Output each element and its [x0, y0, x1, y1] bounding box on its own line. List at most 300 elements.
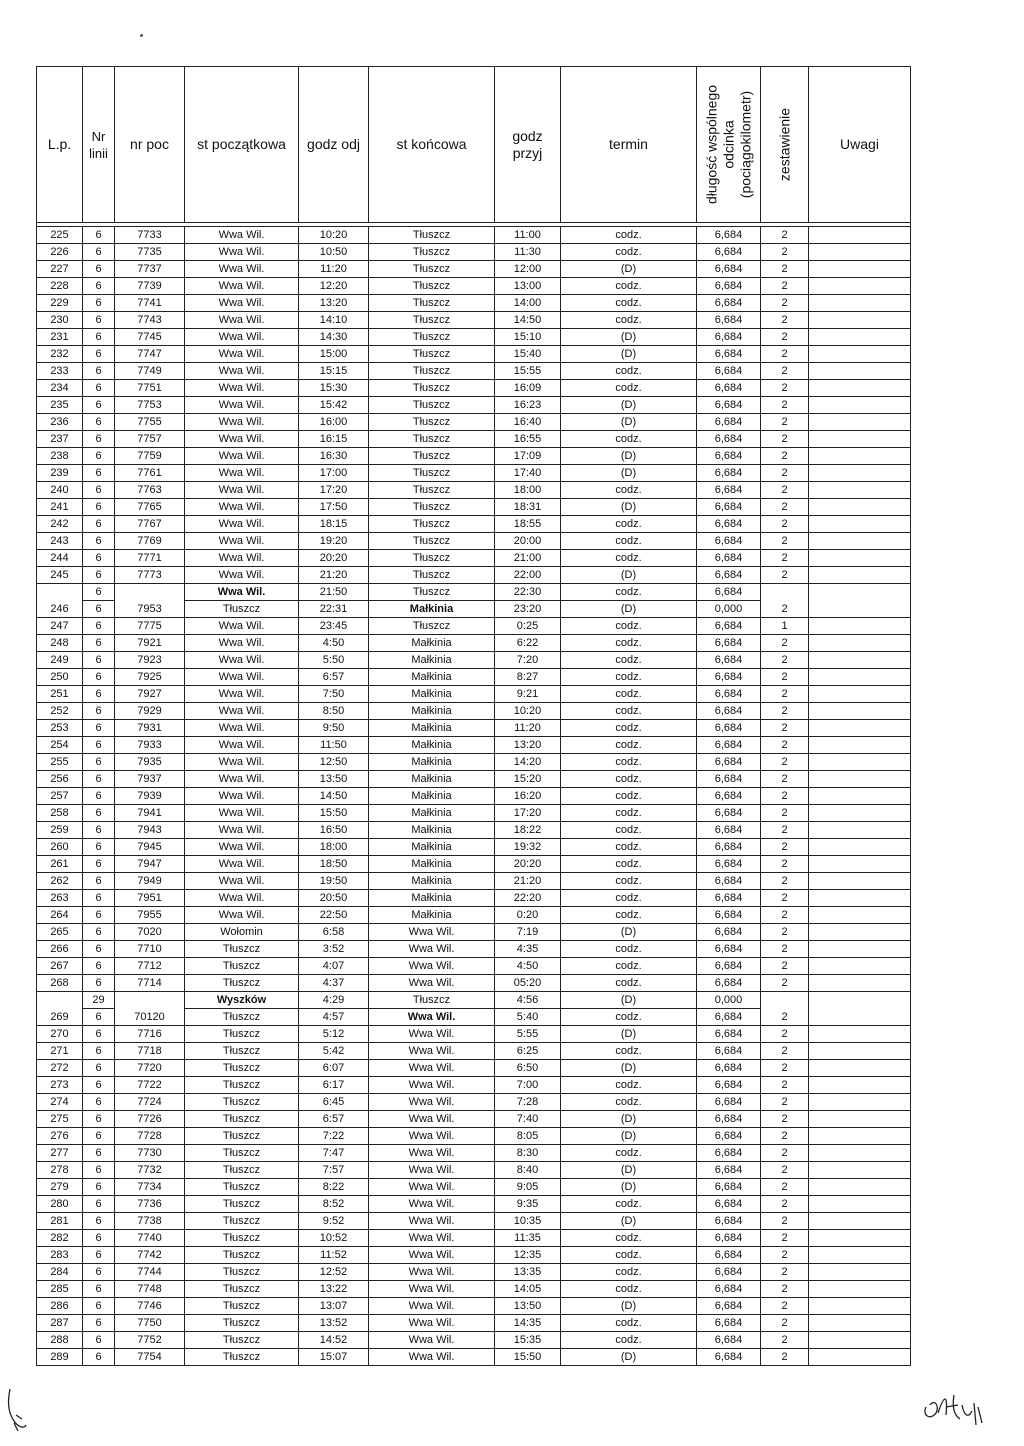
- cell-st-poczatkowa: Wwa Wil.: [185, 754, 299, 771]
- cell-st-koncowa: Wwa Wil.: [369, 1128, 495, 1145]
- cell-nr-poc: 7941: [115, 805, 185, 822]
- cell-lp: 249: [37, 652, 83, 669]
- cell-nr-poc: 7939: [115, 788, 185, 805]
- cell-nr-linii: 6: [83, 227, 115, 244]
- cell-zestawienie: 2: [761, 873, 809, 890]
- cell-nr-poc: 7734: [115, 1179, 185, 1196]
- cell-godz-odj: 6:57: [299, 1111, 369, 1128]
- cell-uwagi: [809, 227, 911, 244]
- cell-nr-poc: 7753: [115, 397, 185, 414]
- cell-st-koncowa: Małkinia: [369, 822, 495, 839]
- cell-uwagi: [809, 499, 911, 516]
- cell-uwagi: [809, 652, 911, 669]
- cell-st-poczatkowa: Wwa Wil.: [185, 907, 299, 924]
- cell-st-koncowa: Tłuszcz: [369, 261, 495, 278]
- cell-lp: 255: [37, 754, 83, 771]
- cell-st-poczatkowa: Tłuszcz: [185, 1128, 299, 1145]
- cell-lp: 231: [37, 329, 83, 346]
- cell-nr-linii: 6: [83, 618, 115, 635]
- cell-godz-przyj: 16:23: [495, 397, 561, 414]
- cell-st-koncowa: Tłuszcz: [369, 516, 495, 533]
- cell-dlugosc: 6,684: [697, 669, 761, 686]
- cell-termin: (D): [561, 992, 697, 1009]
- cell-dlugosc: 6,684: [697, 1230, 761, 1247]
- table-row: [37, 924, 911, 941]
- cell-godz-przyj: 20:20: [495, 856, 561, 873]
- cell-termin: codz.: [561, 1315, 697, 1332]
- cell-godz-odj: 8:50: [299, 703, 369, 720]
- table-row: [37, 1111, 911, 1128]
- cell-nr-poc: 7761: [115, 465, 185, 482]
- cell-godz-przyj: 18:31: [495, 499, 561, 516]
- cell-uwagi: [809, 1077, 911, 1094]
- cell-termin: codz.: [561, 244, 697, 261]
- cell-godz-odj: 7:22: [299, 1128, 369, 1145]
- cell-lp: 252: [37, 703, 83, 720]
- table-row: [37, 975, 911, 992]
- cell-nr-linii: 6: [83, 1230, 115, 1247]
- cell-zestawienie: 2: [761, 788, 809, 805]
- cell-st-poczatkowa: Wwa Wil.: [185, 312, 299, 329]
- cell-st-poczatkowa: Wwa Wil.: [185, 567, 299, 584]
- cell-godz-przyj: 13:50: [495, 1298, 561, 1315]
- cell-lp: 256: [37, 771, 83, 788]
- cell-st-koncowa: Tłuszcz: [369, 533, 495, 550]
- cell-st-poczatkowa: Tłuszcz: [185, 1281, 299, 1298]
- cell-st-poczatkowa: Wwa Wil.: [185, 533, 299, 550]
- cell-dlugosc: 6,684: [697, 975, 761, 992]
- cell-godz-przyj: 18:22: [495, 822, 561, 839]
- cell-uwagi: [809, 312, 911, 329]
- cell-st-poczatkowa: Wwa Wil.: [185, 448, 299, 465]
- cell-godz-przyj: 18:55: [495, 516, 561, 533]
- cell-termin: codz.: [561, 431, 697, 448]
- cell-termin: codz.: [561, 1264, 697, 1281]
- cell-nr-linii: 6: [83, 924, 115, 941]
- cell-nr-poc: 7730: [115, 1145, 185, 1162]
- cell-st-poczatkowa: Wwa Wil.: [185, 584, 299, 601]
- cell-dlugosc: 0,000: [697, 601, 761, 618]
- cell-zestawienie: 2: [761, 584, 809, 618]
- cell-st-poczatkowa: Wwa Wil.: [185, 856, 299, 873]
- cell-st-koncowa: Tłuszcz: [369, 550, 495, 567]
- cell-zestawienie: 2: [761, 771, 809, 788]
- table-row: [37, 295, 911, 312]
- cell-godz-odj: 9:50: [299, 720, 369, 737]
- cell-nr-poc: 7743: [115, 312, 185, 329]
- cell-dlugosc: 6,684: [697, 465, 761, 482]
- cell-dlugosc: 6,684: [697, 1094, 761, 1111]
- cell-st-poczatkowa: Tłuszcz: [185, 1094, 299, 1111]
- cell-termin: (D): [561, 601, 697, 618]
- cell-lp: 262: [37, 873, 83, 890]
- cell-st-poczatkowa: Wwa Wil.: [185, 839, 299, 856]
- cell-st-poczatkowa: Wwa Wil.: [185, 873, 299, 890]
- header-dlugosc-text: długość wspólnego odcinka (pociągokilometr): [703, 84, 754, 204]
- cell-termin: (D): [561, 1111, 697, 1128]
- cell-uwagi: [809, 720, 911, 737]
- table-row: [37, 448, 911, 465]
- cell-dlugosc: 6,684: [697, 312, 761, 329]
- cell-st-koncowa: Wwa Wil.: [369, 1145, 495, 1162]
- cell-lp: 284: [37, 1264, 83, 1281]
- cell-termin: codz.: [561, 227, 697, 244]
- cell-godz-odj: 8:52: [299, 1196, 369, 1213]
- cell-nr-linii: 6: [83, 1247, 115, 1264]
- cell-dlugosc: 6,684: [697, 567, 761, 584]
- cell-godz-odj: 14:30: [299, 329, 369, 346]
- cell-dlugosc: 6,684: [697, 278, 761, 295]
- cell-uwagi: [809, 839, 911, 856]
- cell-st-koncowa: Tłuszcz: [369, 244, 495, 261]
- cell-zestawienie: 2: [761, 244, 809, 261]
- cell-zestawienie: 2: [761, 941, 809, 958]
- cell-termin: codz.: [561, 363, 697, 380]
- cell-lp: 274: [37, 1094, 83, 1111]
- cell-godz-przyj: 8:27: [495, 669, 561, 686]
- cell-nr-linii: 6: [83, 1162, 115, 1179]
- cell-st-poczatkowa: Wwa Wil.: [185, 465, 299, 482]
- cell-st-koncowa: Tłuszcz: [369, 465, 495, 482]
- cell-dlugosc: 6,684: [697, 414, 761, 431]
- cell-zestawienie: 2: [761, 1298, 809, 1315]
- cell-godz-odj: 21:20: [299, 567, 369, 584]
- table-row: [37, 856, 911, 873]
- cell-st-poczatkowa: Tłuszcz: [185, 1009, 299, 1026]
- cell-godz-przyj: 16:55: [495, 431, 561, 448]
- table-row: [37, 941, 911, 958]
- cell-st-koncowa: Wwa Wil.: [369, 1043, 495, 1060]
- cell-lp: 286: [37, 1298, 83, 1315]
- cell-nr-linii: 6: [83, 1111, 115, 1128]
- cell-lp: 268: [37, 975, 83, 992]
- cell-zestawienie: 2: [761, 329, 809, 346]
- cell-uwagi: [809, 516, 911, 533]
- cell-nr-linii: 6: [83, 482, 115, 499]
- cell-godz-odj: 17:20: [299, 482, 369, 499]
- cell-st-koncowa: Tłuszcz: [369, 278, 495, 295]
- cell-lp: 232: [37, 346, 83, 363]
- table-row: [37, 1196, 911, 1213]
- cell-st-koncowa: Małkinia: [369, 669, 495, 686]
- cell-dlugosc: 0,000: [697, 992, 761, 1009]
- cell-dlugosc: 6,684: [697, 1281, 761, 1298]
- cell-godz-odj: 5:50: [299, 652, 369, 669]
- cell-godz-przyj: 7:20: [495, 652, 561, 669]
- cell-zestawienie: 2: [761, 754, 809, 771]
- cell-godz-odj: 5:42: [299, 1043, 369, 1060]
- cell-st-poczatkowa: Tłuszcz: [185, 1349, 299, 1366]
- cell-uwagi: [809, 363, 911, 380]
- cell-godz-przyj: 9:05: [495, 1179, 561, 1196]
- cell-dlugosc: 6,684: [697, 1213, 761, 1230]
- cell-dlugosc: 6,684: [697, 771, 761, 788]
- cell-uwagi: [809, 669, 911, 686]
- cell-st-koncowa: Małkinia: [369, 873, 495, 890]
- cell-zestawienie: 2: [761, 1196, 809, 1213]
- cell-termin: (D): [561, 1026, 697, 1043]
- scan-speck: [140, 34, 143, 37]
- cell-uwagi: [809, 431, 911, 448]
- cell-zestawienie: 2: [761, 822, 809, 839]
- cell-st-koncowa: Tłuszcz: [369, 295, 495, 312]
- cell-st-poczatkowa: Tłuszcz: [185, 601, 299, 618]
- cell-nr-linii: 6: [83, 958, 115, 975]
- cell-lp: 247: [37, 618, 83, 635]
- table-row: [37, 788, 911, 805]
- cell-godz-przyj: 14:20: [495, 754, 561, 771]
- cell-termin: (D): [561, 414, 697, 431]
- cell-uwagi: [809, 380, 911, 397]
- cell-nr-linii: 6: [83, 1179, 115, 1196]
- cell-godz-przyj: 4:35: [495, 941, 561, 958]
- cell-dlugosc: 6,684: [697, 754, 761, 771]
- cell-lp: 227: [37, 261, 83, 278]
- cell-lp: 246: [37, 584, 83, 618]
- cell-lp: 283: [37, 1247, 83, 1264]
- cell-nr-poc: 7738: [115, 1213, 185, 1230]
- cell-st-poczatkowa: Wwa Wil.: [185, 669, 299, 686]
- cell-dlugosc: 6,684: [697, 1009, 761, 1026]
- cell-dlugosc: 6,684: [697, 652, 761, 669]
- cell-nr-poc: 7710: [115, 941, 185, 958]
- cell-st-koncowa: Małkinia: [369, 890, 495, 907]
- cell-lp: 253: [37, 720, 83, 737]
- cell-lp: 239: [37, 465, 83, 482]
- cell-nr-poc: 7722: [115, 1077, 185, 1094]
- cell-termin: (D): [561, 499, 697, 516]
- cell-st-poczatkowa: Tłuszcz: [185, 941, 299, 958]
- cell-nr-linii: 6: [83, 1145, 115, 1162]
- cell-uwagi: [809, 533, 911, 550]
- cell-uwagi: [809, 1060, 911, 1077]
- table-row: [37, 890, 911, 907]
- cell-godz-przyj: 10:20: [495, 703, 561, 720]
- cell-nr-linii: 6: [83, 1026, 115, 1043]
- table-row: [37, 1230, 911, 1247]
- cell-dlugosc: 6,684: [697, 1179, 761, 1196]
- cell-nr-poc: 7947: [115, 856, 185, 873]
- cell-lp: 287: [37, 1315, 83, 1332]
- cell-uwagi: [809, 856, 911, 873]
- cell-zestawienie: 2: [761, 1162, 809, 1179]
- cell-zestawienie: 2: [761, 703, 809, 720]
- cell-termin: codz.: [561, 584, 697, 601]
- cell-nr-poc: 7728: [115, 1128, 185, 1145]
- cell-st-koncowa: Małkinia: [369, 737, 495, 754]
- table-row: [37, 1179, 911, 1196]
- cell-nr-poc: 7726: [115, 1111, 185, 1128]
- cell-nr-poc: 7759: [115, 448, 185, 465]
- cell-lp: 251: [37, 686, 83, 703]
- cell-dlugosc: 6,684: [697, 329, 761, 346]
- cell-godz-odj: 19:20: [299, 533, 369, 550]
- cell-uwagi: [809, 414, 911, 431]
- cell-st-poczatkowa: Wwa Wil.: [185, 737, 299, 754]
- cell-godz-odj: 7:47: [299, 1145, 369, 1162]
- cell-nr-poc: 7736: [115, 1196, 185, 1213]
- cell-st-koncowa: Tłuszcz: [369, 567, 495, 584]
- cell-godz-odj: 4:37: [299, 975, 369, 992]
- cell-godz-przyj: 4:50: [495, 958, 561, 975]
- cell-zestawienie: 2: [761, 1043, 809, 1060]
- cell-uwagi: [809, 1230, 911, 1247]
- cell-nr-linii: 6: [83, 1094, 115, 1111]
- cell-st-koncowa: Małkinia: [369, 720, 495, 737]
- cell-godz-odj: 13:50: [299, 771, 369, 788]
- header-dlugosc: [697, 67, 761, 223]
- cell-godz-przyj: 21:00: [495, 550, 561, 567]
- cell-lp: 228: [37, 278, 83, 295]
- cell-zestawienie: 2: [761, 1315, 809, 1332]
- cell-nr-linii: 6: [83, 975, 115, 992]
- cell-st-poczatkowa: Wwa Wil.: [185, 329, 299, 346]
- cell-termin: codz.: [561, 1043, 697, 1060]
- cell-godz-odj: 10:20: [299, 227, 369, 244]
- cell-godz-przyj: 13:20: [495, 737, 561, 754]
- cell-termin: codz.: [561, 278, 697, 295]
- cell-uwagi: [809, 1094, 911, 1111]
- cell-nr-poc: 7937: [115, 771, 185, 788]
- cell-termin: codz.: [561, 1196, 697, 1213]
- cell-nr-poc: 7720: [115, 1060, 185, 1077]
- cell-st-poczatkowa: Tłuszcz: [185, 1179, 299, 1196]
- cell-godz-odj: 20:50: [299, 890, 369, 907]
- cell-godz-odj: 15:50: [299, 805, 369, 822]
- cell-st-koncowa: Małkinia: [369, 635, 495, 652]
- cell-lp: 258: [37, 805, 83, 822]
- table-row: [37, 669, 911, 686]
- table-row: [37, 771, 911, 788]
- cell-termin: (D): [561, 397, 697, 414]
- cell-godz-przyj: 8:40: [495, 1162, 561, 1179]
- cell-st-poczatkowa: Tłuszcz: [185, 1026, 299, 1043]
- cell-termin: codz.: [561, 771, 697, 788]
- cell-dlugosc: 6,684: [697, 550, 761, 567]
- cell-termin: codz.: [561, 550, 697, 567]
- cell-st-koncowa: Wwa Wil.: [369, 924, 495, 941]
- cell-godz-przyj: 10:35: [495, 1213, 561, 1230]
- cell-st-koncowa: Wwa Wil.: [369, 1332, 495, 1349]
- cell-godz-odj: 3:52: [299, 941, 369, 958]
- cell-zestawienie: 2: [761, 499, 809, 516]
- cell-st-poczatkowa: Wwa Wil.: [185, 703, 299, 720]
- cell-lp: 266: [37, 941, 83, 958]
- table-row: [37, 805, 911, 822]
- cell-st-poczatkowa: Tłuszcz: [185, 958, 299, 975]
- cell-nr-poc: 7925: [115, 669, 185, 686]
- cell-godz-przyj: 17:40: [495, 465, 561, 482]
- cell-godz-odj: 11:52: [299, 1247, 369, 1264]
- cell-dlugosc: 6,684: [697, 907, 761, 924]
- cell-zestawienie: 2: [761, 278, 809, 295]
- cell-godz-odj: 4:57: [299, 1009, 369, 1026]
- cell-uwagi: [809, 618, 911, 635]
- cell-zestawienie: 2: [761, 992, 809, 1026]
- cell-godz-przyj: 05:20: [495, 975, 561, 992]
- cell-godz-przyj: 8:05: [495, 1128, 561, 1145]
- table-row: [37, 397, 911, 414]
- cell-zestawienie: 2: [761, 856, 809, 873]
- cell-st-koncowa: Wwa Wil.: [369, 1009, 495, 1026]
- table-row: [37, 227, 911, 244]
- cell-lp: 289: [37, 1349, 83, 1366]
- cell-st-koncowa: Wwa Wil.: [369, 1213, 495, 1230]
- cell-st-koncowa: Małkinia: [369, 856, 495, 873]
- cell-st-poczatkowa: Wwa Wil.: [185, 771, 299, 788]
- cell-termin: (D): [561, 567, 697, 584]
- cell-lp: 226: [37, 244, 83, 261]
- cell-st-poczatkowa: Tłuszcz: [185, 1298, 299, 1315]
- cell-uwagi: [809, 737, 911, 754]
- cell-godz-odj: 13:22: [299, 1281, 369, 1298]
- cell-godz-odj: 14:10: [299, 312, 369, 329]
- cell-lp: 234: [37, 380, 83, 397]
- cell-godz-przyj: 13:35: [495, 1264, 561, 1281]
- cell-lp: 282: [37, 1230, 83, 1247]
- cell-zestawienie: 2: [761, 346, 809, 363]
- cell-st-poczatkowa: Tłuszcz: [185, 1145, 299, 1162]
- cell-zestawienie: 2: [761, 924, 809, 941]
- cell-termin: codz.: [561, 1281, 697, 1298]
- cell-uwagi: [809, 703, 911, 720]
- cell-zestawienie: 2: [761, 1332, 809, 1349]
- cell-st-poczatkowa: Wwa Wil.: [185, 295, 299, 312]
- cell-termin: codz.: [561, 975, 697, 992]
- cell-st-poczatkowa: Wwa Wil.: [185, 686, 299, 703]
- cell-st-koncowa: Tłuszcz: [369, 397, 495, 414]
- cell-zestawienie: 2: [761, 1094, 809, 1111]
- cell-nr-linii: 6: [83, 771, 115, 788]
- cell-zestawienie: 2: [761, 380, 809, 397]
- table-row: [37, 1128, 911, 1145]
- cell-termin: (D): [561, 346, 697, 363]
- table-row: [37, 533, 911, 550]
- cell-nr-poc: 7769: [115, 533, 185, 550]
- cell-st-koncowa: Wwa Wil.: [369, 1230, 495, 1247]
- cell-lp: 243: [37, 533, 83, 550]
- cell-lp: 240: [37, 482, 83, 499]
- cell-st-koncowa: Wwa Wil.: [369, 1196, 495, 1213]
- cell-dlugosc: 6,684: [697, 1264, 761, 1281]
- cell-lp: 238: [37, 448, 83, 465]
- cell-st-poczatkowa: Tłuszcz: [185, 1060, 299, 1077]
- cell-nr-linii: 6: [83, 941, 115, 958]
- cell-st-koncowa: Małkinia: [369, 601, 495, 618]
- cell-zestawienie: 2: [761, 1128, 809, 1145]
- cell-lp: 271: [37, 1043, 83, 1060]
- cell-nr-poc: 7747: [115, 346, 185, 363]
- cell-dlugosc: 6,684: [697, 635, 761, 652]
- cell-godz-przyj: 7:28: [495, 1094, 561, 1111]
- cell-nr-poc: 7949: [115, 873, 185, 890]
- cell-dlugosc: 6,684: [697, 1128, 761, 1145]
- cell-godz-przyj: 15:50: [495, 1349, 561, 1366]
- cell-uwagi: [809, 1298, 911, 1315]
- cell-termin: codz.: [561, 686, 697, 703]
- cell-nr-poc: 7935: [115, 754, 185, 771]
- cell-st-poczatkowa: Wwa Wil.: [185, 261, 299, 278]
- cell-termin: codz.: [561, 907, 697, 924]
- cell-godz-przyj: 11:20: [495, 720, 561, 737]
- cell-godz-przyj: 20:00: [495, 533, 561, 550]
- cell-dlugosc: 6,684: [697, 346, 761, 363]
- cell-st-poczatkowa: Wwa Wil.: [185, 482, 299, 499]
- cell-zestawienie: 2: [761, 652, 809, 669]
- cell-termin: codz.: [561, 533, 697, 550]
- cell-termin: codz.: [561, 669, 697, 686]
- cell-st-poczatkowa: Wyszków: [185, 992, 299, 1009]
